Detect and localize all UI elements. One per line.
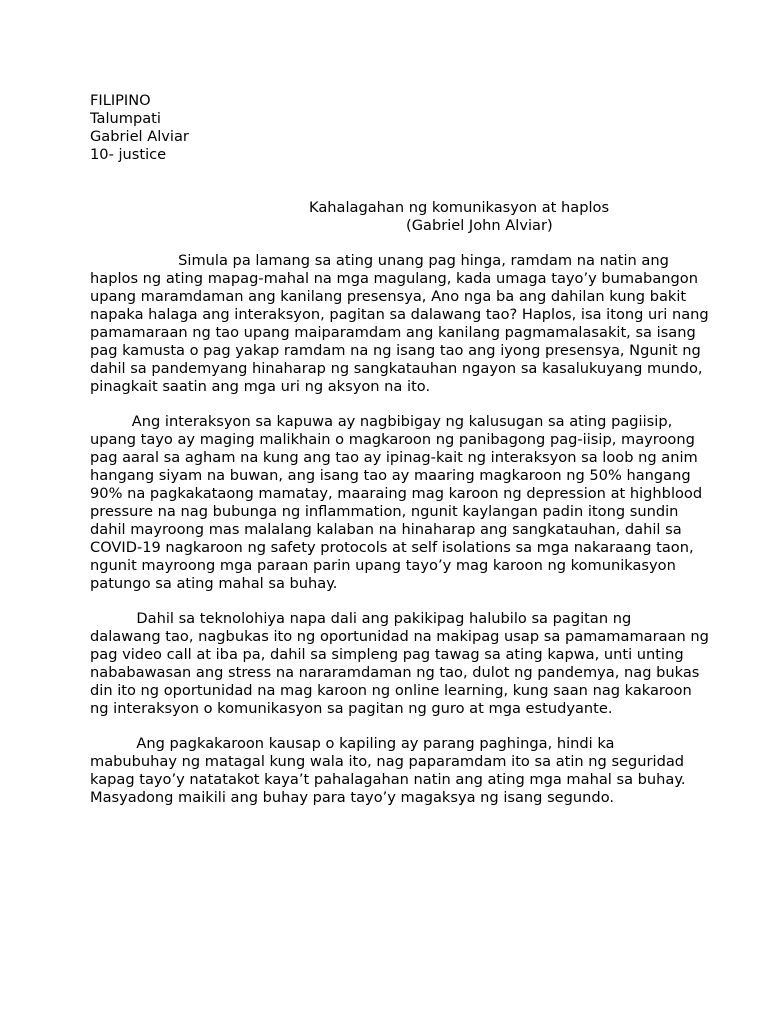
paragraph-line: Simula pa lamang sa ating unang pag hinga, ramdam na natin ang [90, 252, 669, 269]
paragraph-line: Masyadong maikili ang buhay para tayo’y magaksya ng isang segundo. [90, 789, 614, 806]
paragraph-4 [90, 735, 686, 807]
paragraph-line: mabubuhay ng matagal kung wala ito, nag paparamdam ito sa atin ng seguridad [90, 753, 685, 770]
paragraph-line: pag aaral sa agham na kung ang tao ay ipinag-kait ng interaksyon sa loob ng anim [90, 449, 698, 466]
paragraph-line: nababawasan ang stress na nararamdaman ng tao, dulot ng pandemya, nag bukas [90, 664, 700, 681]
paragraph-line: ngunit mayroong mga paraan parin upang tayo’y mag karoon ng komunikasyon [90, 557, 676, 574]
paragraph-2 [90, 413, 703, 593]
subject-line: FILIPINO [90, 92, 151, 109]
paragraph-1 [90, 252, 709, 396]
speech-title-block [309, 199, 609, 235]
paragraph-line: din ito ng oportunidad na mag karoon ng online learning, kung saan nag kakaroon [90, 682, 692, 699]
paragraph-line: ng interaksyon o komunikasyon sa pagitan ng guro at mga estudyante. [90, 700, 613, 717]
paragraph-line: dalawang tao, nagbukas ito ng oportunidad na makipag usap sa pamamamaraan ng [90, 628, 709, 645]
paragraph-line: kapag tayo’y natatakot kaya’t pahalagahan natin ang ating mga mahal sa buhay. [90, 771, 686, 788]
document-header [90, 92, 189, 164]
paragraph-line: pag video call at iba pa, dahil sa simpleng pag tawag sa ating kapwa, unti unting [90, 646, 684, 663]
paragraph-line: haplos ng ating mapag-mahal na mga magulang, kada umaga tayo’y bumabangon [90, 270, 698, 287]
paragraph-line: pamamaraan ng tao upang maiparamdam ang kanilang pagmamalasakit, sa isang [90, 324, 696, 341]
paragraph-line: napaka halaga ang interaksyon, pagitan sa dalawang tao? Haplos, isa itong uri nang [90, 306, 709, 323]
paragraph-line: pag kamusta o pag yakap ramdam na ng isang tao ang iyong presensya, Ngunit ng [90, 342, 701, 359]
paragraph-line: hangang siyam na buwan, ang isang tao ay maaring magkaroon ng 50% hangang [90, 467, 691, 484]
paragraph-line: pinagkait saatin ang mga uri ng aksyon na ito. [90, 378, 431, 395]
paragraph-line: Dahil sa teknolohiya napa dali ang pakikipag halubilo sa pagitan ng [90, 610, 632, 627]
paragraph-line: upang tayo ay maging malikhain o magkaroon ng panibagong pag-iisip, mayroong [90, 431, 695, 448]
section-line: 10- justice [90, 146, 167, 163]
speech-title: Kahalagahan ng komunikasyon at haplos [309, 199, 610, 216]
paragraph-line: Ang interaksyon sa kapuwa ay nagbibigay ng kalusugan sa ating pagiisip, [90, 413, 673, 430]
paragraph-line: patungo sa ating mahal sa buhay. [90, 575, 338, 592]
paragraph-line: Ang pagkakaroon kausap o kapiling ay parang paghinga, hindi ka [90, 735, 615, 752]
paragraph-line: upang maramdaman ang kanilang presensya, Ano nga ba ang dahilan kung bakit [90, 288, 687, 305]
paragraph-line: dahil sa pandemyang hinaharap ng sangkatauhan ngayon sa kasalukuyang mundo, [90, 360, 703, 377]
paragraph-line: pressure na nag bubunga ng inflammation, ngunit kaylangan padin itong sundin [90, 503, 679, 520]
type-line: Talumpati [90, 110, 161, 127]
speech-byline: (Gabriel John Alviar) [406, 217, 553, 234]
paragraph-3 [90, 610, 709, 718]
author-line: Gabriel Alviar [90, 128, 189, 145]
paragraph-line: 90% na pagkakataong mamatay, maaraing mag karoon ng depression at highblood [90, 485, 703, 502]
paragraph-line: COVID-19 nagkaroon ng safety protocols at self isolations sa mga nakaraang taon, [90, 539, 694, 556]
paragraph-line: dahil mayroong mas malalang kalaban na hinaharap ang sangkatauhan, dahil sa [90, 521, 682, 538]
